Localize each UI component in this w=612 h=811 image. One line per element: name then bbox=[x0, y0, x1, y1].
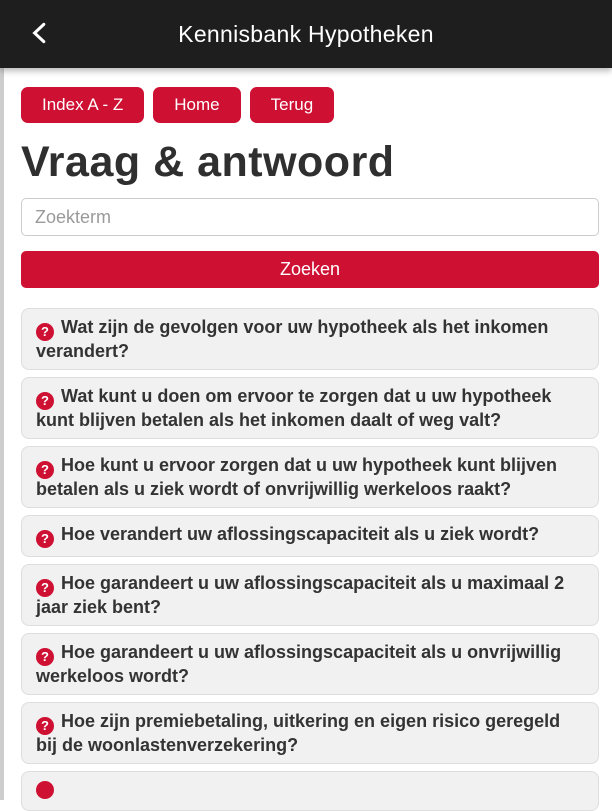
faq-question-text: Hoe zijn premiebetaling, uitkering en eigen risico geregeld bij de woonlastenverzekering? bbox=[36, 711, 561, 756]
question-mark-circle-icon: ? bbox=[36, 530, 54, 548]
app-header bbox=[0, 0, 612, 68]
faq-question-text: Hoe garandeert u uw aflossingscapaciteit als u maximaal 2 jaar ziek bent? bbox=[36, 573, 565, 618]
faq-question-text: Hoe kunt u ervoor zorgen dat u uw hypotheek kunt blijven betalen als u ziek wordt of onvrijwillig werkeloos raakt? bbox=[36, 455, 558, 500]
faq-question-text: Wat zijn de gevolgen voor uw hypotheek als het inkomen verandert? bbox=[36, 317, 549, 362]
question-mark-circle-icon: ? bbox=[36, 323, 54, 341]
nav-button-index-az[interactable]: Index A - Z bbox=[21, 87, 144, 123]
search-submit-button[interactable]: Zoeken bbox=[21, 251, 599, 288]
left-edge-strip bbox=[0, 68, 4, 800]
faq-item[interactable] bbox=[21, 633, 599, 695]
question-mark-circle-icon: ? bbox=[36, 579, 54, 597]
app-title: Kennisbank Hypotheken bbox=[178, 20, 434, 47]
faq-item[interactable] bbox=[21, 564, 599, 626]
search-input[interactable] bbox=[21, 198, 599, 236]
main-content bbox=[0, 87, 612, 811]
faq-item[interactable] bbox=[21, 515, 599, 557]
question-mark-circle-icon: ? bbox=[36, 392, 54, 410]
faq-item-partial[interactable] bbox=[21, 771, 599, 811]
nav-button-home[interactable]: Home bbox=[153, 87, 240, 123]
question-mark-circle-icon: ? bbox=[36, 717, 54, 735]
page-title: Vraag & antwoord bbox=[21, 138, 395, 186]
question-mark-circle-icon: ? bbox=[36, 461, 54, 479]
nav-button-row bbox=[21, 87, 599, 123]
faq-question-text: Wat kunt u doen om ervoor te zorgen dat u uw hypotheek kunt blijven betalen als het inkomen daalt of weg valt? bbox=[36, 386, 552, 431]
nav-button-terug[interactable]: Terug bbox=[250, 87, 335, 123]
faq-list bbox=[21, 308, 599, 811]
question-mark-circle-icon: ? bbox=[36, 648, 54, 666]
question-mark-circle-icon bbox=[36, 781, 54, 799]
faq-question-text: Hoe garandeert u uw aflossingscapaciteit als u onvrijwillig werkeloos wordt? bbox=[36, 642, 562, 687]
faq-item[interactable] bbox=[21, 308, 599, 370]
faq-item[interactable] bbox=[21, 446, 599, 508]
faq-question-text: Hoe verandert uw aflossingscapaciteit als u ziek wordt? bbox=[61, 524, 540, 545]
faq-item[interactable] bbox=[21, 377, 599, 439]
faq-item[interactable] bbox=[21, 702, 599, 764]
